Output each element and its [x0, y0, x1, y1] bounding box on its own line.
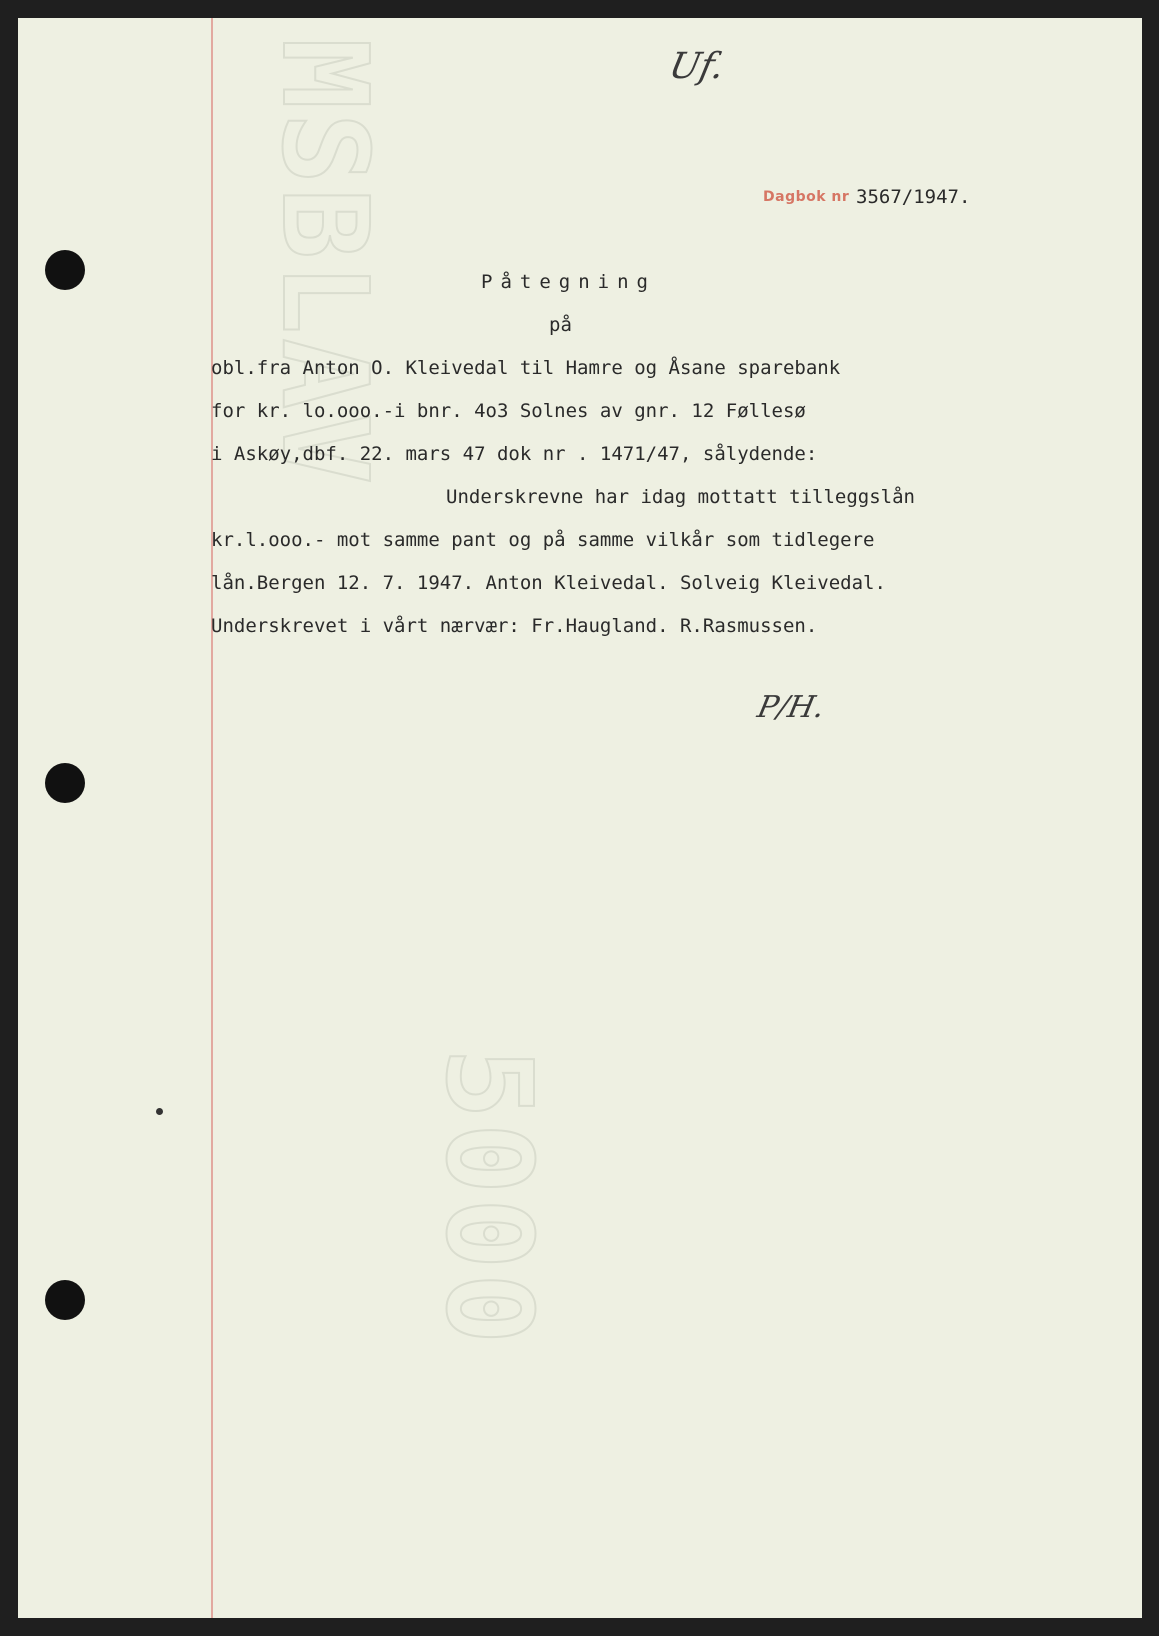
- watermark-lower: 5000: [420, 1048, 558, 1349]
- body-line-4: Underskrevne har idag mottatt tilleggslån: [446, 486, 915, 508]
- watermark-upper: MSBLAV: [256, 38, 394, 489]
- document-title: Påtegning: [481, 271, 656, 293]
- initials-bottom: P/H.: [754, 690, 828, 725]
- punch-hole-middle: [45, 763, 85, 803]
- body-line-3: i Askøy,dbf. 22. mars 47 dok nr . 1471/47, sålydende:: [211, 443, 818, 465]
- margin-line: [211, 18, 213, 1618]
- body-line-7: Underskrevet i vårt nærvær: Fr.Haugland. R.Rasmussen.: [211, 615, 818, 637]
- body-line-2: for kr. lo.ooo.-i bnr. 4o3 Solnes av gnr. 12 Føllesø: [211, 400, 806, 422]
- body-line-5: kr.l.ooo.- mot samme pant og på samme vilkår som tidlegere: [211, 529, 875, 551]
- body-line-1: obl.fra Anton O. Kleivedal til Hamre og Åsane sparebank: [211, 357, 841, 379]
- punch-hole-top: [45, 250, 85, 290]
- ink-speck: [156, 1108, 163, 1115]
- initials-top: Uf.: [665, 46, 729, 87]
- body-line-6: lån.Bergen 12. 7. 1947. Anton Kleivedal. Solveig Kleivedal.: [211, 572, 886, 594]
- document-number: 3567/1947.: [856, 186, 971, 208]
- document-subtitle: på: [549, 314, 572, 336]
- punch-hole-bottom: [45, 1280, 85, 1320]
- dagbok-stamp: Dagbok nr: [763, 189, 850, 205]
- document-page: [18, 18, 1142, 1618]
